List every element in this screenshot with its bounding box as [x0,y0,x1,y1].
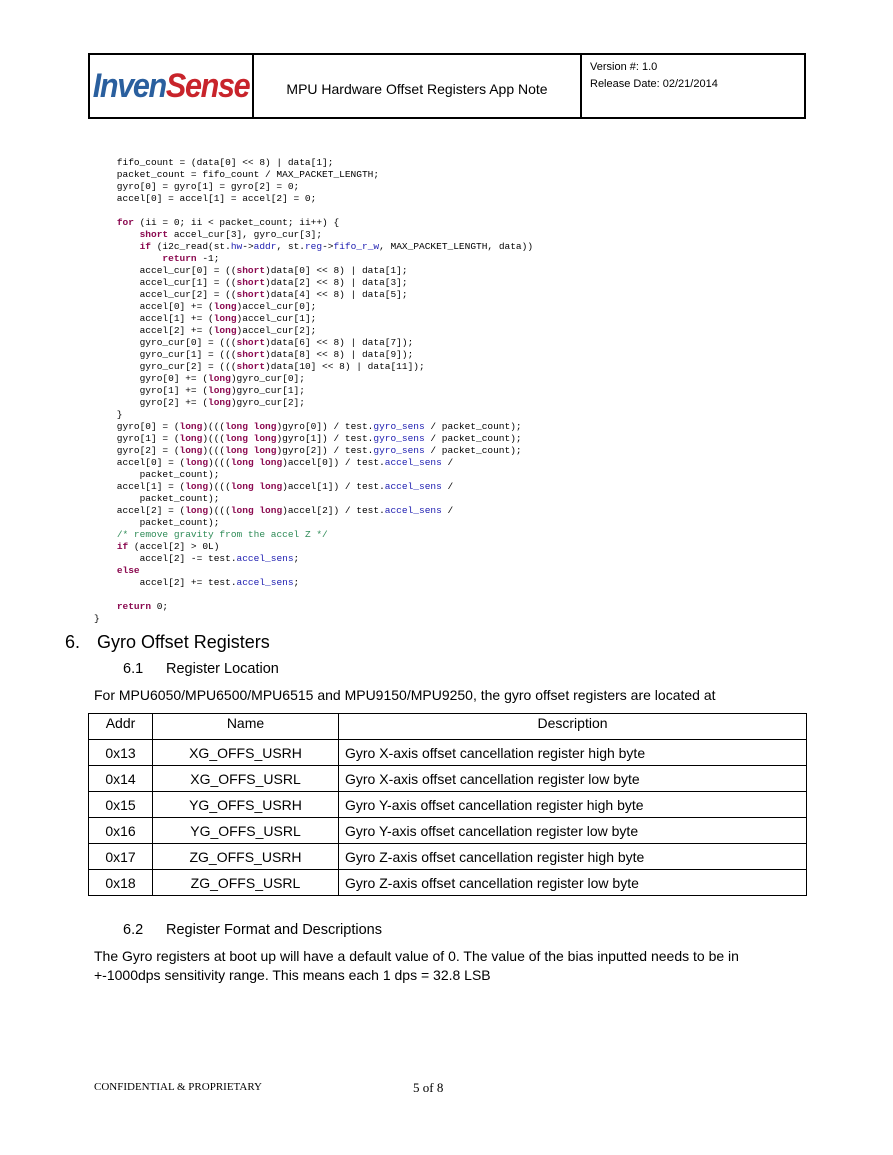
code-text: )accel_cur[0]; [236,301,317,312]
code-text: 0; [151,601,169,612]
code-text [94,241,140,252]
code-text: gyro[0] = gyro[1] = gyro[2] = 0; [94,181,300,192]
section-number: 6. [65,632,81,652]
code-keyword: short [236,361,266,372]
code-text [94,217,117,228]
code-text: accel[1] += ( [94,313,214,324]
invensense-logo [93,67,250,106]
code-text [94,601,117,612]
code-field: accel_sens [384,457,442,468]
code-keyword: long long [230,505,283,516]
code-line [94,445,533,457]
code-line [94,553,533,565]
cell-description: Gyro X-axis offset cancellation register low byte [339,766,807,792]
code-keyword: long [208,385,231,396]
code-text: )gyro_cur[1]; [230,385,305,396]
code-line [94,613,533,625]
confidential-notice: CONFIDENTIAL & PROPRIETARY [94,1081,262,1093]
code-line [94,505,533,517]
code-text: -> [322,241,334,252]
subsection-title: Register Format and Descriptions [166,922,382,938]
code-text: fifo_count = (data[0] << 8) | data[1]; [94,157,334,168]
code-text: / [441,505,454,516]
code-line [94,517,533,529]
code-line [94,313,533,325]
subsection-heading-location [123,661,279,677]
code-field: reg [304,241,323,252]
section-heading [65,632,270,653]
gyro-offset-register-table [88,713,807,896]
cell-description: Gyro Y-axis offset cancellation register low byte [339,818,807,844]
code-line [94,541,533,553]
code-text: )data[2] << 8) | data[3]; [265,277,408,288]
code-line [94,301,533,313]
cell-description: Gyro Z-axis offset cancellation register low byte [339,870,807,896]
code-text: )((( [208,457,231,468]
code-text: )data[6] << 8) | data[7]); [265,337,414,348]
code-keyword: long long [225,445,277,456]
code-text: (accel[2] > 0L) [128,541,220,552]
code-text: gyro_cur[1] = ((( [94,349,237,360]
code-text [94,229,140,240]
code-text: / packet_count); [424,433,522,444]
code-text: )data[4] << 8) | data[5]; [265,289,408,300]
code-keyword: short [236,265,266,276]
code-text: -> [242,241,254,252]
subsection-title: Register Location [166,661,279,677]
code-text: / packet_count); [424,445,522,456]
code-keyword: long [185,481,209,492]
code-text: gyro[1] = ( [94,433,180,444]
code-text: ; [293,577,300,588]
code-text: accel_cur[3], gyro_cur[3]; [168,229,323,240]
code-text: )((( [202,433,226,444]
code-keyword: long [213,301,237,312]
code-text: , st. [276,241,305,252]
code-line [94,361,533,373]
code-text: gyro[1] += ( [94,385,209,396]
table-header-row [89,714,807,740]
cell-name: XG_OFFS_USRL [153,766,339,792]
code-keyword: else [116,565,140,576]
table-row [89,792,807,818]
cell-addr: 0x14 [89,766,153,792]
cell-addr: 0x13 [89,740,153,766]
cell-addr: 0x18 [89,870,153,896]
table-row [89,818,807,844]
logo-cell [90,55,254,117]
code-line [94,589,533,601]
code-text: accel[2] = ( [94,505,186,516]
code-text [94,529,117,540]
code-line [94,409,533,421]
code-text: )accel[2]) / test. [282,505,385,516]
code-line [94,289,533,301]
code-listing [94,157,533,625]
code-line [94,337,533,349]
code-line [94,277,533,289]
code-text: )data[8] << 8) | data[9]); [265,349,414,360]
code-text: accel[2] += ( [94,325,214,336]
code-field: addr [253,241,277,252]
cell-name: ZG_OFFS_USRL [153,870,339,896]
code-text: gyro_cur[2] = ((( [94,361,237,372]
cell-name: XG_OFFS_USRH [153,740,339,766]
header-description: Description [339,714,807,740]
code-text: gyro[2] += ( [94,397,209,408]
code-line [94,397,533,409]
cell-addr: 0x16 [89,818,153,844]
code-comment: /* remove gravity from the accel Z */ [116,529,328,540]
subsection-number: 6.2 [123,922,144,938]
code-line [94,217,533,229]
body-paragraph [94,947,739,985]
code-line [94,193,533,205]
page-header [88,53,806,119]
code-text: accel[0] = ( [94,457,186,468]
code-keyword: long [213,325,237,336]
code-text: )accel[1]) / test. [282,481,385,492]
header-name: Name [153,714,339,740]
code-text: accel[0] += ( [94,301,214,312]
code-text: )accel[0]) / test. [282,457,385,468]
cell-addr: 0x17 [89,844,153,870]
page-number: 5 of 8 [413,1080,444,1095]
intro-paragraph: For MPU6050/MPU6500/MPU6515 and MPU9150/MPU9250, the gyro offset registers are located at [94,687,716,703]
code-keyword: long long [230,457,283,468]
code-field: accel_sens [384,505,442,516]
code-text: )gyro[0]) / test. [276,421,374,432]
code-line [94,565,533,577]
code-text: accel[0] = accel[1] = accel[2] = 0; [94,193,317,204]
code-text: accel_cur[1] = (( [94,277,237,288]
code-line [94,241,533,253]
code-keyword: short [236,337,266,348]
code-text [94,253,162,264]
subsection-heading-format [123,922,382,938]
code-field: accel_sens [236,577,294,588]
code-text: / [441,457,454,468]
code-field: accel_sens [236,553,294,564]
code-text: , MAX_PACKET_LENGTH, data)) [379,241,534,252]
code-field: hw [230,241,243,252]
code-text: packet_count); [94,469,220,480]
code-field: gyro_sens [373,445,425,456]
code-keyword: long [185,457,209,468]
code-keyword: short [236,289,266,300]
code-text [94,565,117,576]
document-title: MPU Hardware Offset Registers App Note [254,55,582,117]
code-keyword: return [116,601,152,612]
code-text: accel_cur[0] = (( [94,265,237,276]
code-text: packet_count = fifo_count / MAX_PACKET_LENGTH; [94,169,380,180]
code-line [94,529,533,541]
code-field: fifo_r_w [333,241,380,252]
code-text: )accel_cur[1]; [236,313,317,324]
code-text: accel[2] += test. [94,577,237,588]
code-line [94,421,533,433]
table-row [89,844,807,870]
code-line [94,157,533,169]
code-keyword: long long [230,481,283,492]
code-text: gyro_cur[0] = ((( [94,337,237,348]
code-field: gyro_sens [373,421,425,432]
code-line [94,181,533,193]
code-text: ; [293,553,300,564]
logo-part-sense: Sense [165,66,250,105]
code-line [94,349,533,361]
document-meta [582,55,804,117]
release-date: Release Date: 02/21/2014 [590,78,718,90]
code-text: gyro[0] += ( [94,373,209,384]
code-line [94,469,533,481]
cell-name: YG_OFFS_USRH [153,792,339,818]
code-keyword: short [236,349,266,360]
code-line [94,373,533,385]
code-line [94,229,533,241]
code-keyword: if [116,541,129,552]
cell-name: YG_OFFS_USRL [153,818,339,844]
code-keyword: return [162,253,197,264]
code-text: accel_cur[2] = (( [94,289,237,300]
code-line [94,205,533,217]
code-keyword: long [179,433,203,444]
body-line: +-1000dps sensitivity range. This means each 1 dps = 32.8 LSB [94,967,491,983]
code-text: )((( [202,445,226,456]
code-line [94,169,533,181]
code-text: )gyro_cur[2]; [230,397,305,408]
code-text: )gyro[1]) / test. [276,433,374,444]
cell-addr: 0x15 [89,792,153,818]
body-line: The Gyro registers at boot up will have a default value of 0. The value of the bias inputted needs to be in [94,948,739,964]
header-addr: Addr [89,714,153,740]
code-line [94,493,533,505]
code-line [94,385,533,397]
code-text: )((( [202,421,226,432]
code-keyword: long [179,421,203,432]
code-keyword: long [213,313,237,324]
cell-name: ZG_OFFS_USRH [153,844,339,870]
code-line [94,601,533,613]
code-text: (i2c_read(st. [151,241,231,252]
code-line [94,457,533,469]
code-line [94,253,533,265]
logo-part-inven: Inven [92,66,166,105]
code-text: )data[0] << 8) | data[1]; [265,265,408,276]
code-text: )accel_cur[2]; [236,325,317,336]
cell-description: Gyro Y-axis offset cancellation register high byte [339,792,807,818]
code-line [94,481,533,493]
version-number: Version #: 1.0 [590,61,658,73]
code-keyword: long [179,445,203,456]
code-line [94,433,533,445]
code-text: packet_count); [94,493,220,504]
table-row [89,740,807,766]
code-text: } [94,613,100,624]
code-text: / packet_count); [424,421,522,432]
code-text: accel[1] = ( [94,481,186,492]
code-text: gyro[0] = ( [94,421,180,432]
code-keyword: long long [225,433,277,444]
code-field: gyro_sens [373,433,425,444]
code-keyword: for [116,217,134,228]
code-text: )gyro_cur[0]; [230,373,305,384]
code-text: -1; [196,253,220,264]
section-title: Gyro Offset Registers [97,632,270,652]
code-text [94,541,117,552]
code-line [94,577,533,589]
code-text: )data[10] << 8) | data[11]); [265,361,425,372]
table-row [89,766,807,792]
code-keyword: long [185,505,209,516]
code-text: )((( [208,481,231,492]
table-row [89,870,807,896]
code-keyword: long long [225,421,277,432]
code-text: accel[2] -= test. [94,553,237,564]
code-keyword: long [208,397,231,408]
code-keyword: if [139,241,152,252]
code-keyword: short [139,229,169,240]
code-text: / [441,481,454,492]
code-field: accel_sens [384,481,442,492]
code-keyword: short [236,277,266,288]
code-keyword: long [208,373,231,384]
code-text: )((( [208,505,231,516]
code-text: } [94,409,123,420]
code-text: packet_count); [94,517,220,528]
code-text: )gyro[2]) / test. [276,445,374,456]
code-line [94,325,533,337]
code-text: gyro[2] = ( [94,445,180,456]
subsection-number: 6.1 [123,661,144,677]
code-text: (ii = 0; ii < packet_count; ii++) { [133,217,340,228]
cell-description: Gyro X-axis offset cancellation register high byte [339,740,807,766]
cell-description: Gyro Z-axis offset cancellation register high byte [339,844,807,870]
code-line [94,265,533,277]
